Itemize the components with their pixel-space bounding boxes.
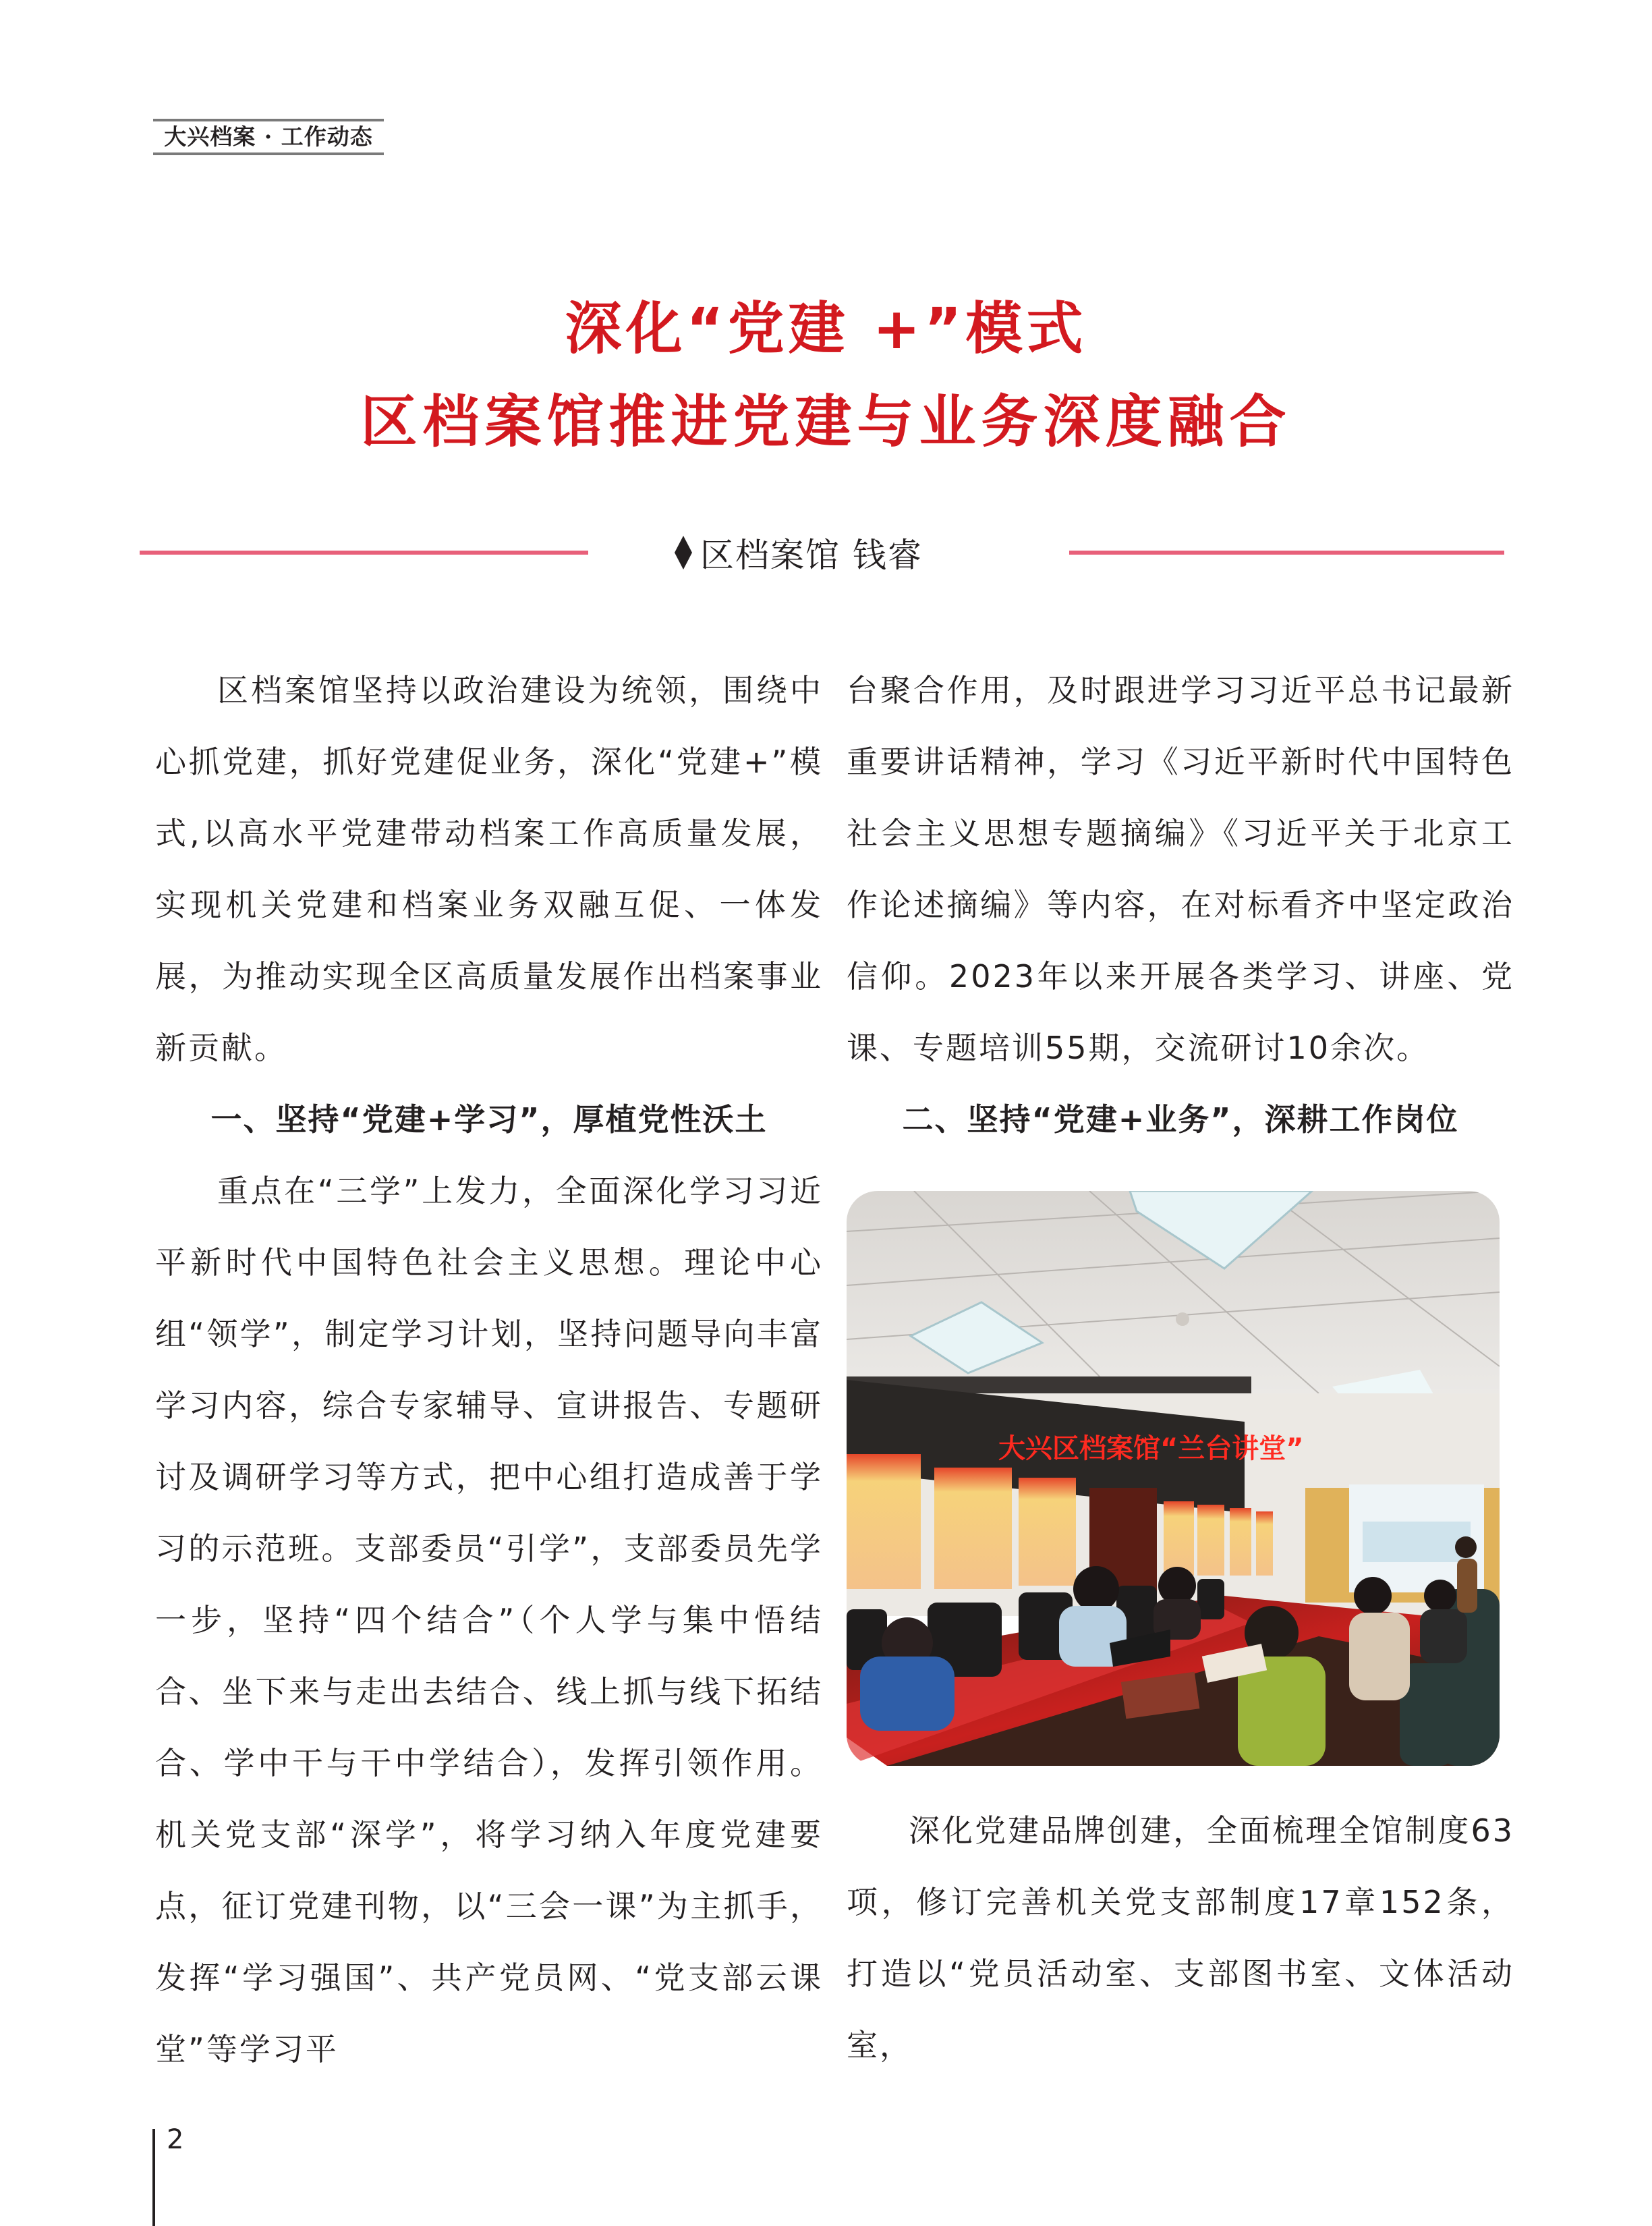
running-header [153,119,384,155]
left-column [155,655,823,2085]
byline [675,530,985,575]
article-title-line1: 深化“党建 +”模式 [565,296,1087,362]
section2-heading: 二、坚持“党建+业务”，深耕工作岗位 [902,1101,1459,1138]
section2-paragraph: 深化党建品牌创建，全面梳理全馆制度63项，修订完善机关党支部制度17章152条，打造以“党员活动室、支部图书室、文体活动室， [847,1812,1514,2063]
diamond-icon [675,536,692,569]
byline-rule-left [140,551,588,555]
section1-paragraph: 重点在“三学”上发力，全面深化学习习近平新时代中国特色社会主义思想。理论中心组“领学”，制定学习计划，坚持问题导向丰富学习内容，综合专家辅导、宣讲报告、专题研讨及调研学习等方式，把中心组打造成善于学习的示范班。支部委员“引学”，支部委员先学一步，坚持“四个结合”（个人学与集中悟结合、坐下来与走出去结合、线上抓与线下拓结合、学中干与干中学结合），发挥引领作用。机关党支部“深学”，将学习纳入年度党建要点，征订党建刊物，以“三会一课”为主抓手，发挥“学习强国”、共产党员网、“党支部云课堂”等学习平 [155,1173,823,2067]
section-label: 大兴档案 · 工作动态 [164,123,373,150]
page-margin-line [152,2129,155,2226]
led-banner: 大兴区档案馆“兰台讲堂” [998,1433,1304,1464]
section1-heading: 一、坚持“党建+学习”，厚植党性沃土 [210,1101,768,1138]
meeting-room-image [847,1191,1500,1766]
page-number: 2 [167,2124,184,2155]
right-column [847,655,1514,1155]
right-column-bottom [847,1795,1514,2081]
author: 区档案馆 钱睿 [700,536,923,575]
byline-rule-right [1069,551,1504,555]
continued-paragraph: 台聚合作用，及时跟进学习习近平总书记最新重要讲话精神，学习《习近平新时代中国特色社会主义思想专题摘编》《习近平关于北京工作论述摘编》等内容，在对标看齐中坚定政治信仰。2023年以来开展各类学习、讲座、党课、专题培训55期，交流研讨10余次。 [847,672,1514,1066]
meeting-photo [847,1191,1500,1766]
article-title-line2: 区档案馆推进党建与业务深度融合 [360,389,1292,455]
intro-paragraph: 区档案馆坚持以政治建设为统领，围绕中心抓党建，抓好党建促业务，深化“党建+”模式,以高水平党建带动档案工作高质量发展，实现机关党建和档案业务双融互促、一体发展，为推动实现全区高质量发展作出档案事业新贡献。 [155,672,823,1066]
